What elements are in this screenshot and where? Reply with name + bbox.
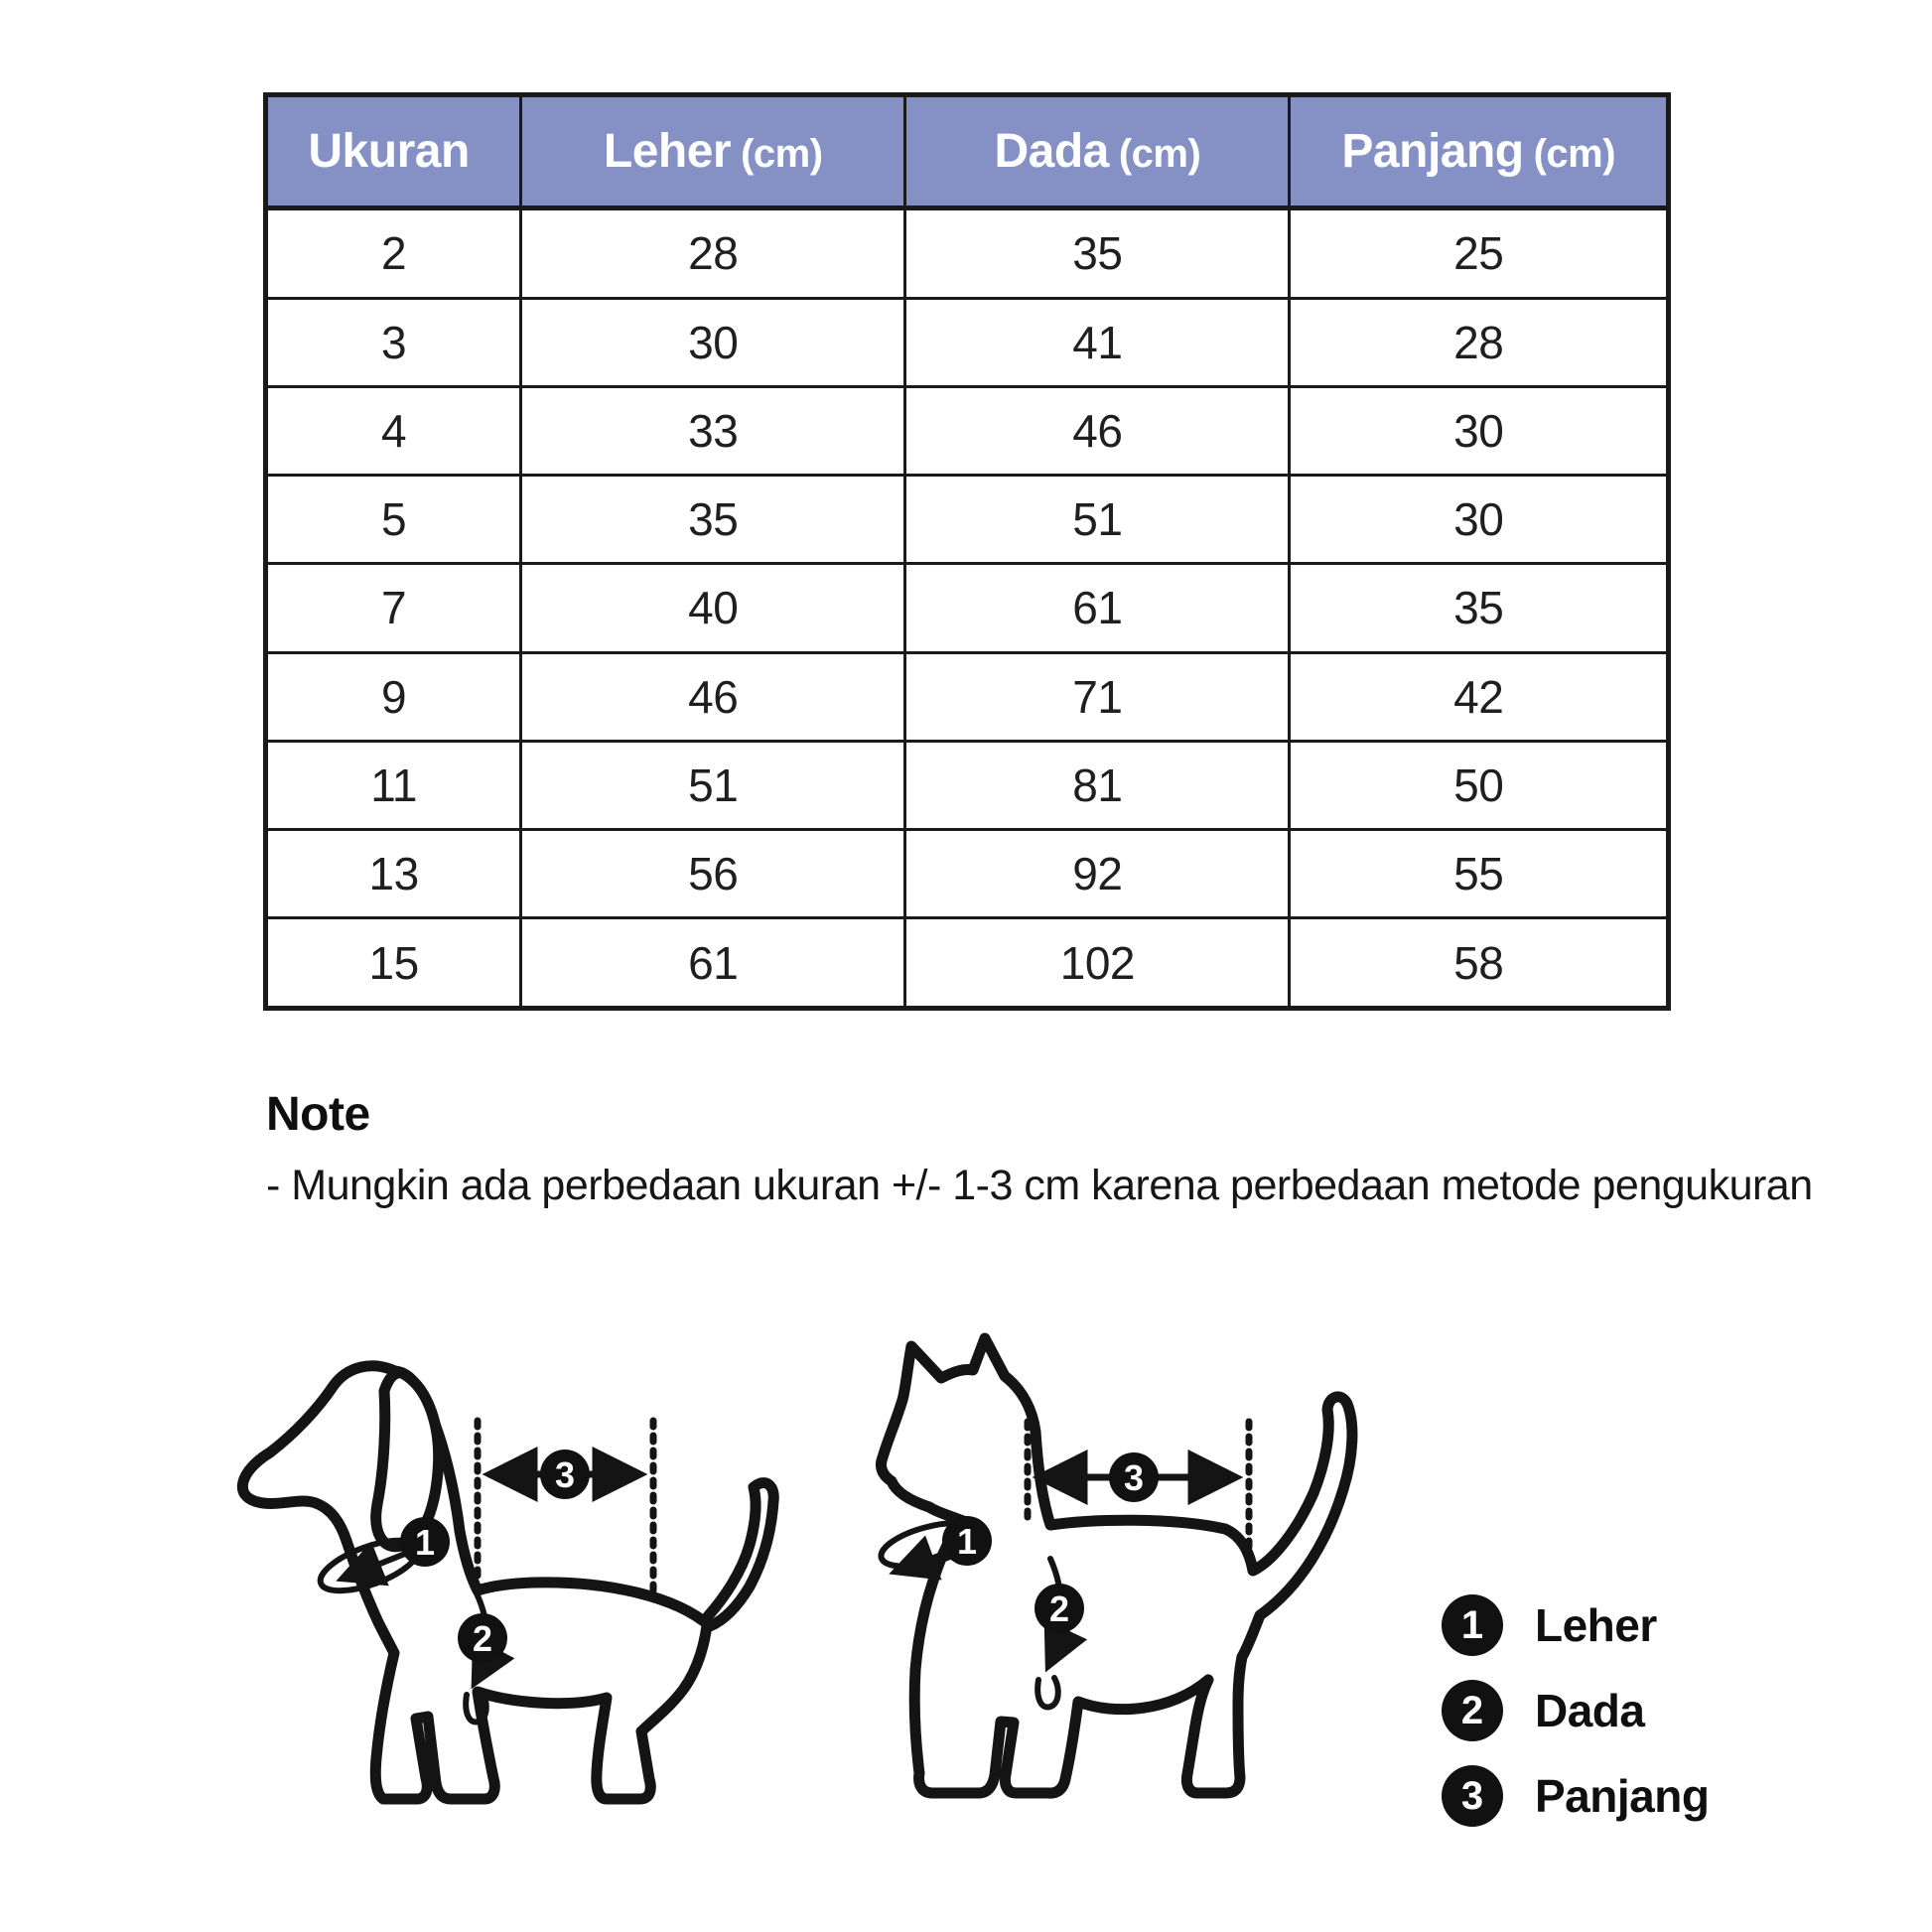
cell-ukuran: 5: [266, 476, 521, 564]
size-table-header: [266, 95, 1669, 208]
cell-leher: 56: [521, 829, 905, 917]
header-cell-leher: Leher (cm): [521, 95, 905, 208]
cat-marker-length: [1109, 1452, 1159, 1502]
table-row: [266, 298, 1669, 386]
cell-leher: 35: [521, 476, 905, 564]
table-row: [266, 829, 1669, 917]
size-table: [263, 92, 1671, 1011]
svg-text:2: 2: [1048, 1588, 1070, 1629]
cell-leher: 33: [521, 386, 905, 475]
table-row: [266, 652, 1669, 741]
legend-item-leher: [1442, 1594, 1709, 1656]
cell-ukuran: 9: [266, 652, 521, 741]
cell-dada: 102: [905, 918, 1290, 1009]
note-section: [266, 1087, 1813, 1210]
note-title: Note: [266, 1088, 370, 1141]
table-row: [266, 208, 1669, 299]
legend-item-panjang: [1442, 1765, 1709, 1827]
legend-label: Dada: [1535, 1685, 1645, 1736]
cell-dada: 51: [905, 476, 1290, 564]
cell-ukuran: 15: [266, 918, 521, 1009]
legend-item-dada: [1442, 1680, 1709, 1741]
table-row: [266, 918, 1669, 1009]
cell-ukuran: 2: [266, 208, 521, 299]
cell-leher: 28: [521, 208, 905, 299]
svg-text:3: 3: [1123, 1457, 1145, 1498]
table-row: [266, 386, 1669, 475]
cat-marker-chest: [1035, 1584, 1084, 1633]
marker-1-badge-icon: 1: [1442, 1594, 1503, 1656]
cat-marker-neck: [942, 1516, 992, 1566]
cell-dada: 41: [905, 298, 1290, 386]
svg-text:1: 1: [956, 1521, 978, 1562]
cell-dada: 92: [905, 829, 1290, 917]
cell-ukuran: 13: [266, 829, 521, 917]
cell-panjang: 35: [1290, 564, 1669, 652]
header-cell-ukuran: Ukuran: [266, 95, 521, 208]
cell-leher: 61: [521, 918, 905, 1009]
cell-panjang: 42: [1290, 652, 1669, 741]
dog-marker-neck: [400, 1517, 450, 1567]
cat-illustration: [784, 1330, 1410, 1827]
cell-ukuran: 4: [266, 386, 521, 475]
cell-dada: 71: [905, 652, 1290, 741]
cell-panjang: 30: [1290, 476, 1669, 564]
cell-panjang: 28: [1290, 298, 1669, 386]
cell-ukuran: 11: [266, 741, 521, 829]
dog-marker-chest: [458, 1613, 507, 1663]
marker-2-badge-icon: 2: [1442, 1680, 1503, 1741]
cell-panjang: 25: [1290, 208, 1669, 299]
svg-text:2: 2: [472, 1618, 493, 1659]
cell-dada: 35: [905, 208, 1290, 299]
measurement-legend: [1442, 1594, 1709, 1851]
note-text: - Mungkin ada perbedaan ukuran +/- 1-3 cm karena perbedaan metode pengukuran: [266, 1162, 1813, 1209]
header-cell-dada: Dada (cm): [905, 95, 1290, 208]
cat-outline: [881, 1338, 1351, 1793]
cell-dada: 46: [905, 386, 1290, 475]
cell-dada: 81: [905, 741, 1290, 829]
cell-panjang: 50: [1290, 741, 1669, 829]
header-row: [266, 95, 1669, 208]
legend-label: Panjang: [1535, 1770, 1710, 1822]
cell-ukuran: 7: [266, 564, 521, 652]
cell-panjang: 58: [1290, 918, 1669, 1009]
cell-ukuran: 3: [266, 298, 521, 386]
table-row: [266, 476, 1669, 564]
cell-panjang: 30: [1290, 386, 1669, 475]
table-row: [266, 741, 1669, 829]
svg-text:1: 1: [414, 1522, 436, 1563]
table-row: [266, 564, 1669, 652]
cell-panjang: 55: [1290, 829, 1669, 917]
svg-text:3: 3: [554, 1454, 576, 1495]
dog-illustration: [179, 1335, 794, 1832]
marker-3-badge-icon: 3: [1442, 1765, 1503, 1827]
cell-leher: 46: [521, 652, 905, 741]
header-cell-panjang: Panjang (cm): [1290, 95, 1669, 208]
cell-dada: 61: [905, 564, 1290, 652]
legend-label: Leher: [1535, 1599, 1657, 1651]
cell-leher: 30: [521, 298, 905, 386]
cell-leher: 51: [521, 741, 905, 829]
cell-leher: 40: [521, 564, 905, 652]
dog-marker-length: [540, 1449, 590, 1499]
